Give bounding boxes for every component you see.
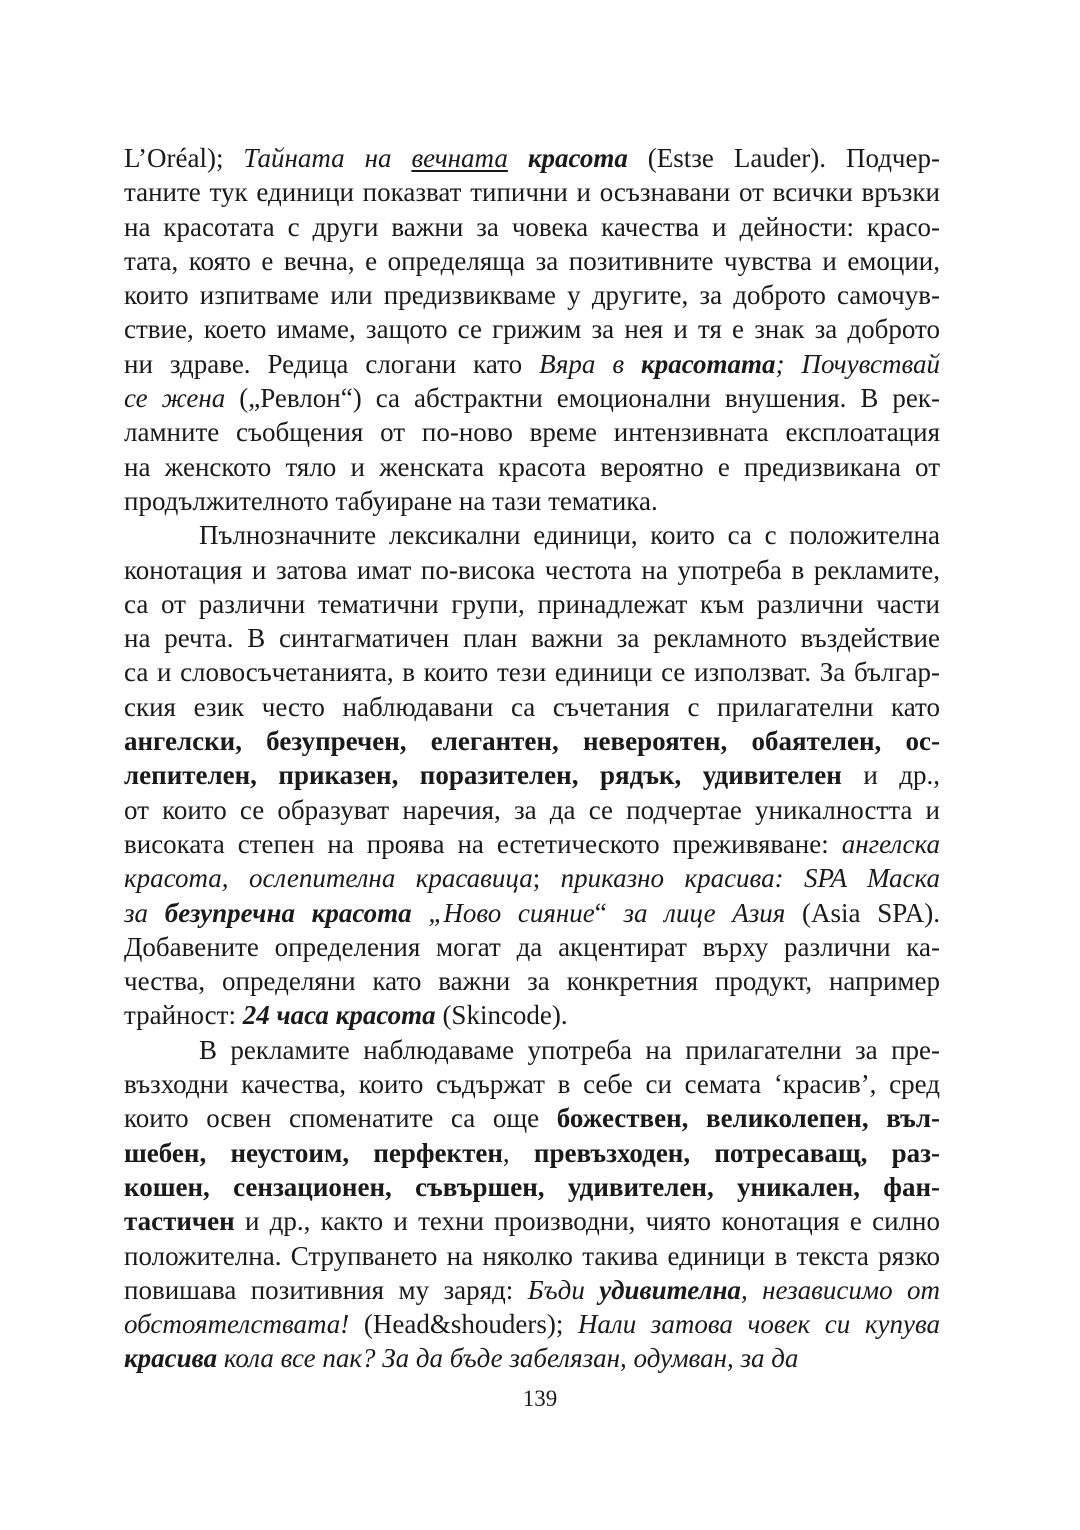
page-number: 139: [522, 1386, 558, 1411]
text-line: [124, 244, 940, 278]
text-segment: ския език често наблюдавани са съчетания с прилагателни като: [124, 691, 940, 722]
text-segment: ствие, което имаме, защото се грижим за нея и тя е знак за доброто: [124, 314, 940, 345]
text-segment: високата степен на проява на естетическото преживяване:: [124, 828, 842, 859]
text-segment: възходни качества, които съдържат в себе си семата ‘красив’, сред: [124, 1069, 940, 1100]
text-line: [124, 278, 940, 312]
text-segment: от които се образуват наречия, за да се подчертае уникалността и: [124, 794, 940, 825]
text-line: [124, 518, 940, 552]
text-line: [124, 1273, 940, 1307]
text-segment: приказно красива: SPA Маска: [560, 863, 940, 894]
text-segment: положителна. Струпването на няколко такива единици в текста рязко: [124, 1240, 940, 1271]
text-segment: ламните съобщения от по-ново време интензивната експлоатация: [124, 417, 940, 448]
text-segment: за: [124, 897, 165, 928]
text-segment: са от различни тематични групи, принадлежат към различни части: [124, 588, 940, 619]
text-segment: на красотата с други важни за човека качества и дейности: красо-: [124, 211, 940, 242]
text-segment: превъзходен, потресаващ, раз-: [533, 1137, 941, 1168]
text-line: [124, 896, 940, 930]
text-segment: конотация и затова имат по-висока честота на употреба в рекламите,: [124, 554, 940, 585]
text-line: [124, 964, 940, 998]
text-segment: Нали затова човек си купува: [577, 1309, 940, 1340]
text-segment: Тайната на: [243, 143, 412, 173]
text-segment: за лице Азия: [623, 897, 786, 928]
text-segment: кола все пак? За да бъде забелязан, одумван, за да: [217, 1343, 799, 1374]
text-segment: В рекламите наблюдаваме употреба на прилагателни за пре-: [199, 1034, 940, 1065]
text-segment: красота, ослепителна красавица: [124, 863, 533, 894]
text-line: [124, 690, 940, 724]
text-segment: които изпитваме или предизвикваме у другите, за доброто самочув-: [124, 280, 940, 311]
text-segment: Пълнозначните лексикални единици, които са с положителна: [199, 520, 940, 551]
text-segment: красотата: [641, 348, 776, 379]
text-segment: (Asia SPA).: [785, 897, 941, 928]
text-segment: тата, която е вечна, е определяща за позитивните чувства и емоции,: [124, 245, 940, 276]
text-line: [124, 758, 940, 792]
text-line: [124, 998, 940, 1032]
text-segment: и др., както и техни производни, чиято конотация е силно: [234, 1206, 940, 1237]
text-line: [124, 861, 940, 895]
text-line: [124, 175, 940, 209]
text-line: [124, 312, 940, 346]
text-segment: Вяра в: [539, 348, 642, 379]
text-segment: 24 часа красота: [242, 1000, 436, 1031]
text-segment: чества, определяни като важни за конкретния продукт, например: [124, 966, 940, 997]
text-line: [124, 1239, 940, 1273]
text-segment: вечната: [411, 143, 508, 173]
text-segment: тастичен: [124, 1206, 235, 1237]
text-segment: и др.,: [841, 760, 941, 791]
text-segment: Добавените определения могат да акцентират върху различни ка-: [124, 931, 940, 962]
text-line: [124, 347, 940, 381]
text-line: [124, 1307, 940, 1341]
text-segment: на речта. В синтагматичен план важни за рекламното въздействие: [124, 623, 940, 654]
text-line: [124, 930, 940, 964]
document-body: [124, 141, 940, 1376]
text-line: [124, 1136, 940, 1170]
text-segment: ни здраве. Редица слогани като: [124, 348, 540, 379]
text-segment: са и словосъчетанията, в които тези единици се използват. За българ-: [124, 657, 940, 688]
text-segment: („Ревлон“) са абстрактни емоционални внушения. В рек-: [225, 383, 940, 414]
text-line: [124, 1101, 940, 1135]
text-segment: L’Oréal);: [124, 143, 244, 173]
text-line: [124, 724, 940, 758]
text-segment: лепителен, приказен, поразителен, рядък, удивителен: [124, 760, 842, 791]
text-segment: (Skincode).: [435, 1000, 568, 1031]
text-line: [124, 587, 940, 621]
text-segment: повишава позитивния му заряд:: [124, 1274, 528, 1305]
text-segment: продължителното табуиране на тази тематика.: [124, 485, 658, 516]
text-line: [124, 141, 940, 175]
text-segment: се жена: [124, 383, 226, 414]
text-segment: на женското тяло и женската красота вероятно е предизвикана от: [124, 451, 940, 482]
text-segment: ;: [532, 863, 561, 894]
text-line: [124, 793, 940, 827]
text-line: [124, 1033, 940, 1067]
text-line: [124, 655, 940, 689]
text-line: [124, 553, 940, 587]
text-segment: таните тук единици показват типични и осъзнавани от всички връзки: [124, 177, 940, 208]
text-segment: божествен, великолепен, въл-: [556, 1103, 940, 1134]
text-segment: ангелска: [841, 828, 940, 859]
text-line: [124, 484, 940, 518]
text-segment: красива: [124, 1343, 218, 1374]
text-segment: , независимо от: [740, 1274, 940, 1305]
text-line: [124, 1067, 940, 1101]
text-line: [124, 381, 940, 415]
text-segment: безупречна красота: [164, 897, 412, 928]
text-segment: (Estзe Lauder). Подчер-: [627, 143, 940, 173]
text-segment: удивителна: [599, 1274, 741, 1305]
text-segment: красота: [527, 143, 628, 173]
text-segment: Бъди: [527, 1274, 600, 1305]
text-line: [124, 415, 940, 449]
text-line: [124, 827, 940, 861]
text-line: [124, 450, 940, 484]
text-segment: “: [594, 897, 624, 928]
text-segment: които освен споменатите са още: [124, 1103, 557, 1134]
text-segment: „Ново сияние: [411, 897, 595, 928]
text-segment: ангелски, безупречен, елегантен, невероятен, обаятелен, ос-: [124, 726, 940, 757]
text-line: [124, 1341, 940, 1375]
text-line: [124, 621, 940, 655]
text-line: [124, 1204, 940, 1238]
text-segment: ,: [502, 1137, 534, 1168]
text-line: [124, 210, 940, 244]
text-line: [124, 1170, 940, 1204]
text-segment: кошен, сензационен, съвършен, удивителен, уникален, фан-: [124, 1171, 940, 1202]
text-segment: [508, 143, 528, 173]
text-segment: ; Почувствай: [775, 348, 941, 379]
text-segment: трайност:: [124, 1000, 243, 1031]
text-segment: обстоятелствата!: [124, 1309, 350, 1340]
text-segment: шебен, неустоим, перфектен: [124, 1137, 503, 1168]
text-segment: (Head&shouders);: [349, 1309, 578, 1340]
